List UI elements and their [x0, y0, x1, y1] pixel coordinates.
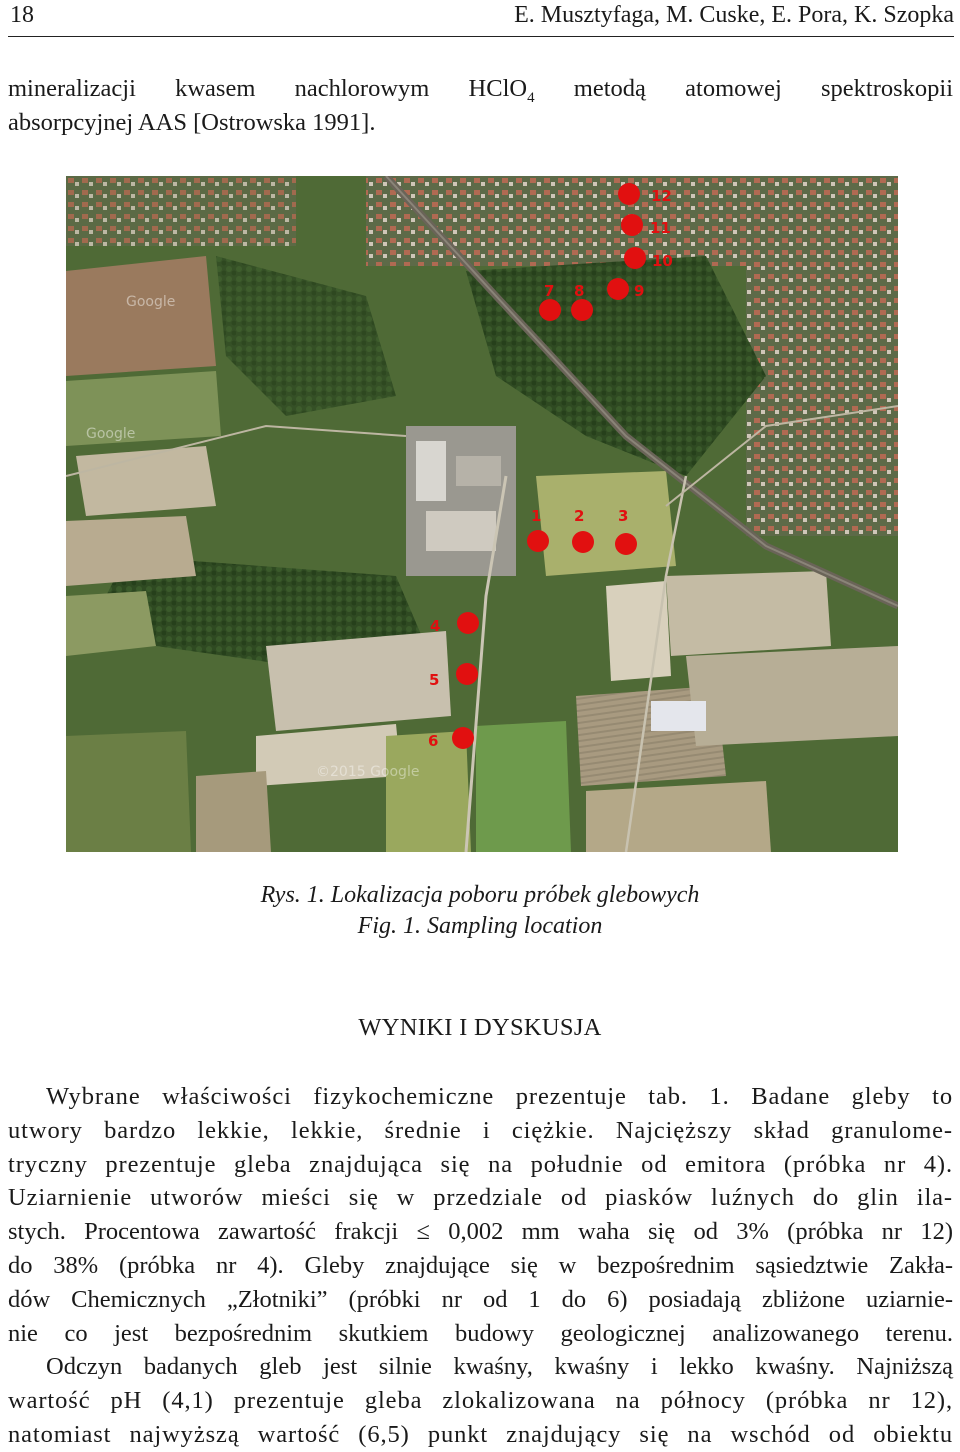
- sample-marker-label-4: 4: [430, 617, 441, 635]
- sample-marker-label-5: 5: [429, 671, 440, 689]
- body-line: utwory bardzo lekkie, lekkie, średnie i ciężkie. Najcięższy skład granulome-: [8, 1116, 953, 1144]
- section-title: WYNIKI I DYSKUSJA: [358, 1014, 602, 1041]
- body-line: Odczyn badanych gleb jest silnie kwaśny, kwaśny i lekko kwaśny. Najniższą: [46, 1353, 953, 1381]
- page-number: 18: [10, 2, 34, 28]
- sample-marker-4: [457, 612, 479, 634]
- sample-marker-11: [621, 214, 643, 236]
- sample-marker-label-9: 9: [634, 282, 645, 300]
- body-line: do 38% (próbka nr 4). Gleby znajdujące się w bezpośrednim sąsiedztwie Zakła-: [8, 1251, 953, 1279]
- body-line: wartość pH (4,1) prezentuje gleba zlokalizowana na północy (próbka nr 12),: [8, 1387, 953, 1415]
- sample-marker-label-6: 6: [428, 732, 439, 750]
- body-line: Wybrane właściwości fizykochemiczne prezentuje tab. 1. Badane gleby to: [46, 1083, 953, 1110]
- sample-marker-12: [618, 183, 640, 205]
- satellite-map-image: [66, 176, 898, 852]
- sample-marker-label-3: 3: [618, 507, 629, 525]
- sample-marker-2: [572, 531, 594, 553]
- map-watermark: ©2015 Google: [316, 764, 420, 780]
- sample-marker-7: [539, 299, 561, 321]
- sample-marker-9: [607, 278, 629, 300]
- sample-marker-label-1: 1: [531, 507, 542, 525]
- intro-line: mineralizacji kwasem nachlorowym HClO$_4$ metodą atomowej spektroskopii: [8, 75, 953, 106]
- sample-marker-label-10: 10: [652, 252, 673, 270]
- figure-caption-en: Fig. 1. Sampling location: [357, 913, 603, 939]
- body-line: stych. Procentowa zawartość frakcji ≤ 0,002 mm waha się od 3% (próbka nr 12): [8, 1218, 953, 1246]
- body-line: dów Chemicznych „Złotniki” (próbki nr od 1 do 6) posiadają zbliżone uziarnie-: [8, 1285, 953, 1313]
- map-watermark: Google: [126, 294, 176, 310]
- sample-marker-label-11: 11: [650, 219, 671, 237]
- sample-marker-8: [571, 299, 593, 321]
- intro-paragraph: [8, 72, 953, 140]
- satellite-map: [66, 176, 898, 852]
- body-line: nie co jest bezpośrednim skutkiem budowy geologicznej analizowanego terenu.: [8, 1319, 953, 1347]
- body-paragraph: [8, 1080, 953, 1452]
- sample-marker-label-12: 12: [651, 187, 672, 205]
- sample-marker-6: [452, 727, 474, 749]
- sample-marker-3: [615, 533, 637, 555]
- body-line: tryczny prezentuje gleba znajdująca się na południe od emitora (próbka nr 4).: [8, 1150, 953, 1178]
- sample-marker-label-7: 7: [544, 282, 555, 300]
- sample-marker-label-2: 2: [574, 507, 585, 525]
- body-line: natomiast najwyższą wartość (6,5) punkt znajdujący się na wschód od obiektu: [8, 1420, 953, 1448]
- header-authors: E. Musztyfaga, M. Cuske, E. Pora, K. Szopka: [514, 2, 954, 28]
- map-watermark: Google: [86, 426, 136, 442]
- body-line: Uziarnienie utworów mieści się w przedziale od piasków luźnych do glin ila-: [8, 1184, 953, 1212]
- figure-caption-pl: Rys. 1. Lokalizacja poboru próbek glebowych: [260, 882, 700, 908]
- running-header: [8, 0, 954, 37]
- sample-marker-10: [624, 247, 646, 269]
- sample-marker-1: [527, 530, 549, 552]
- sample-marker-label-8: 8: [574, 282, 585, 300]
- sample-marker-5: [456, 663, 478, 685]
- intro-line: absorpcyjnej AAS [Ostrowska 1991].: [8, 108, 376, 136]
